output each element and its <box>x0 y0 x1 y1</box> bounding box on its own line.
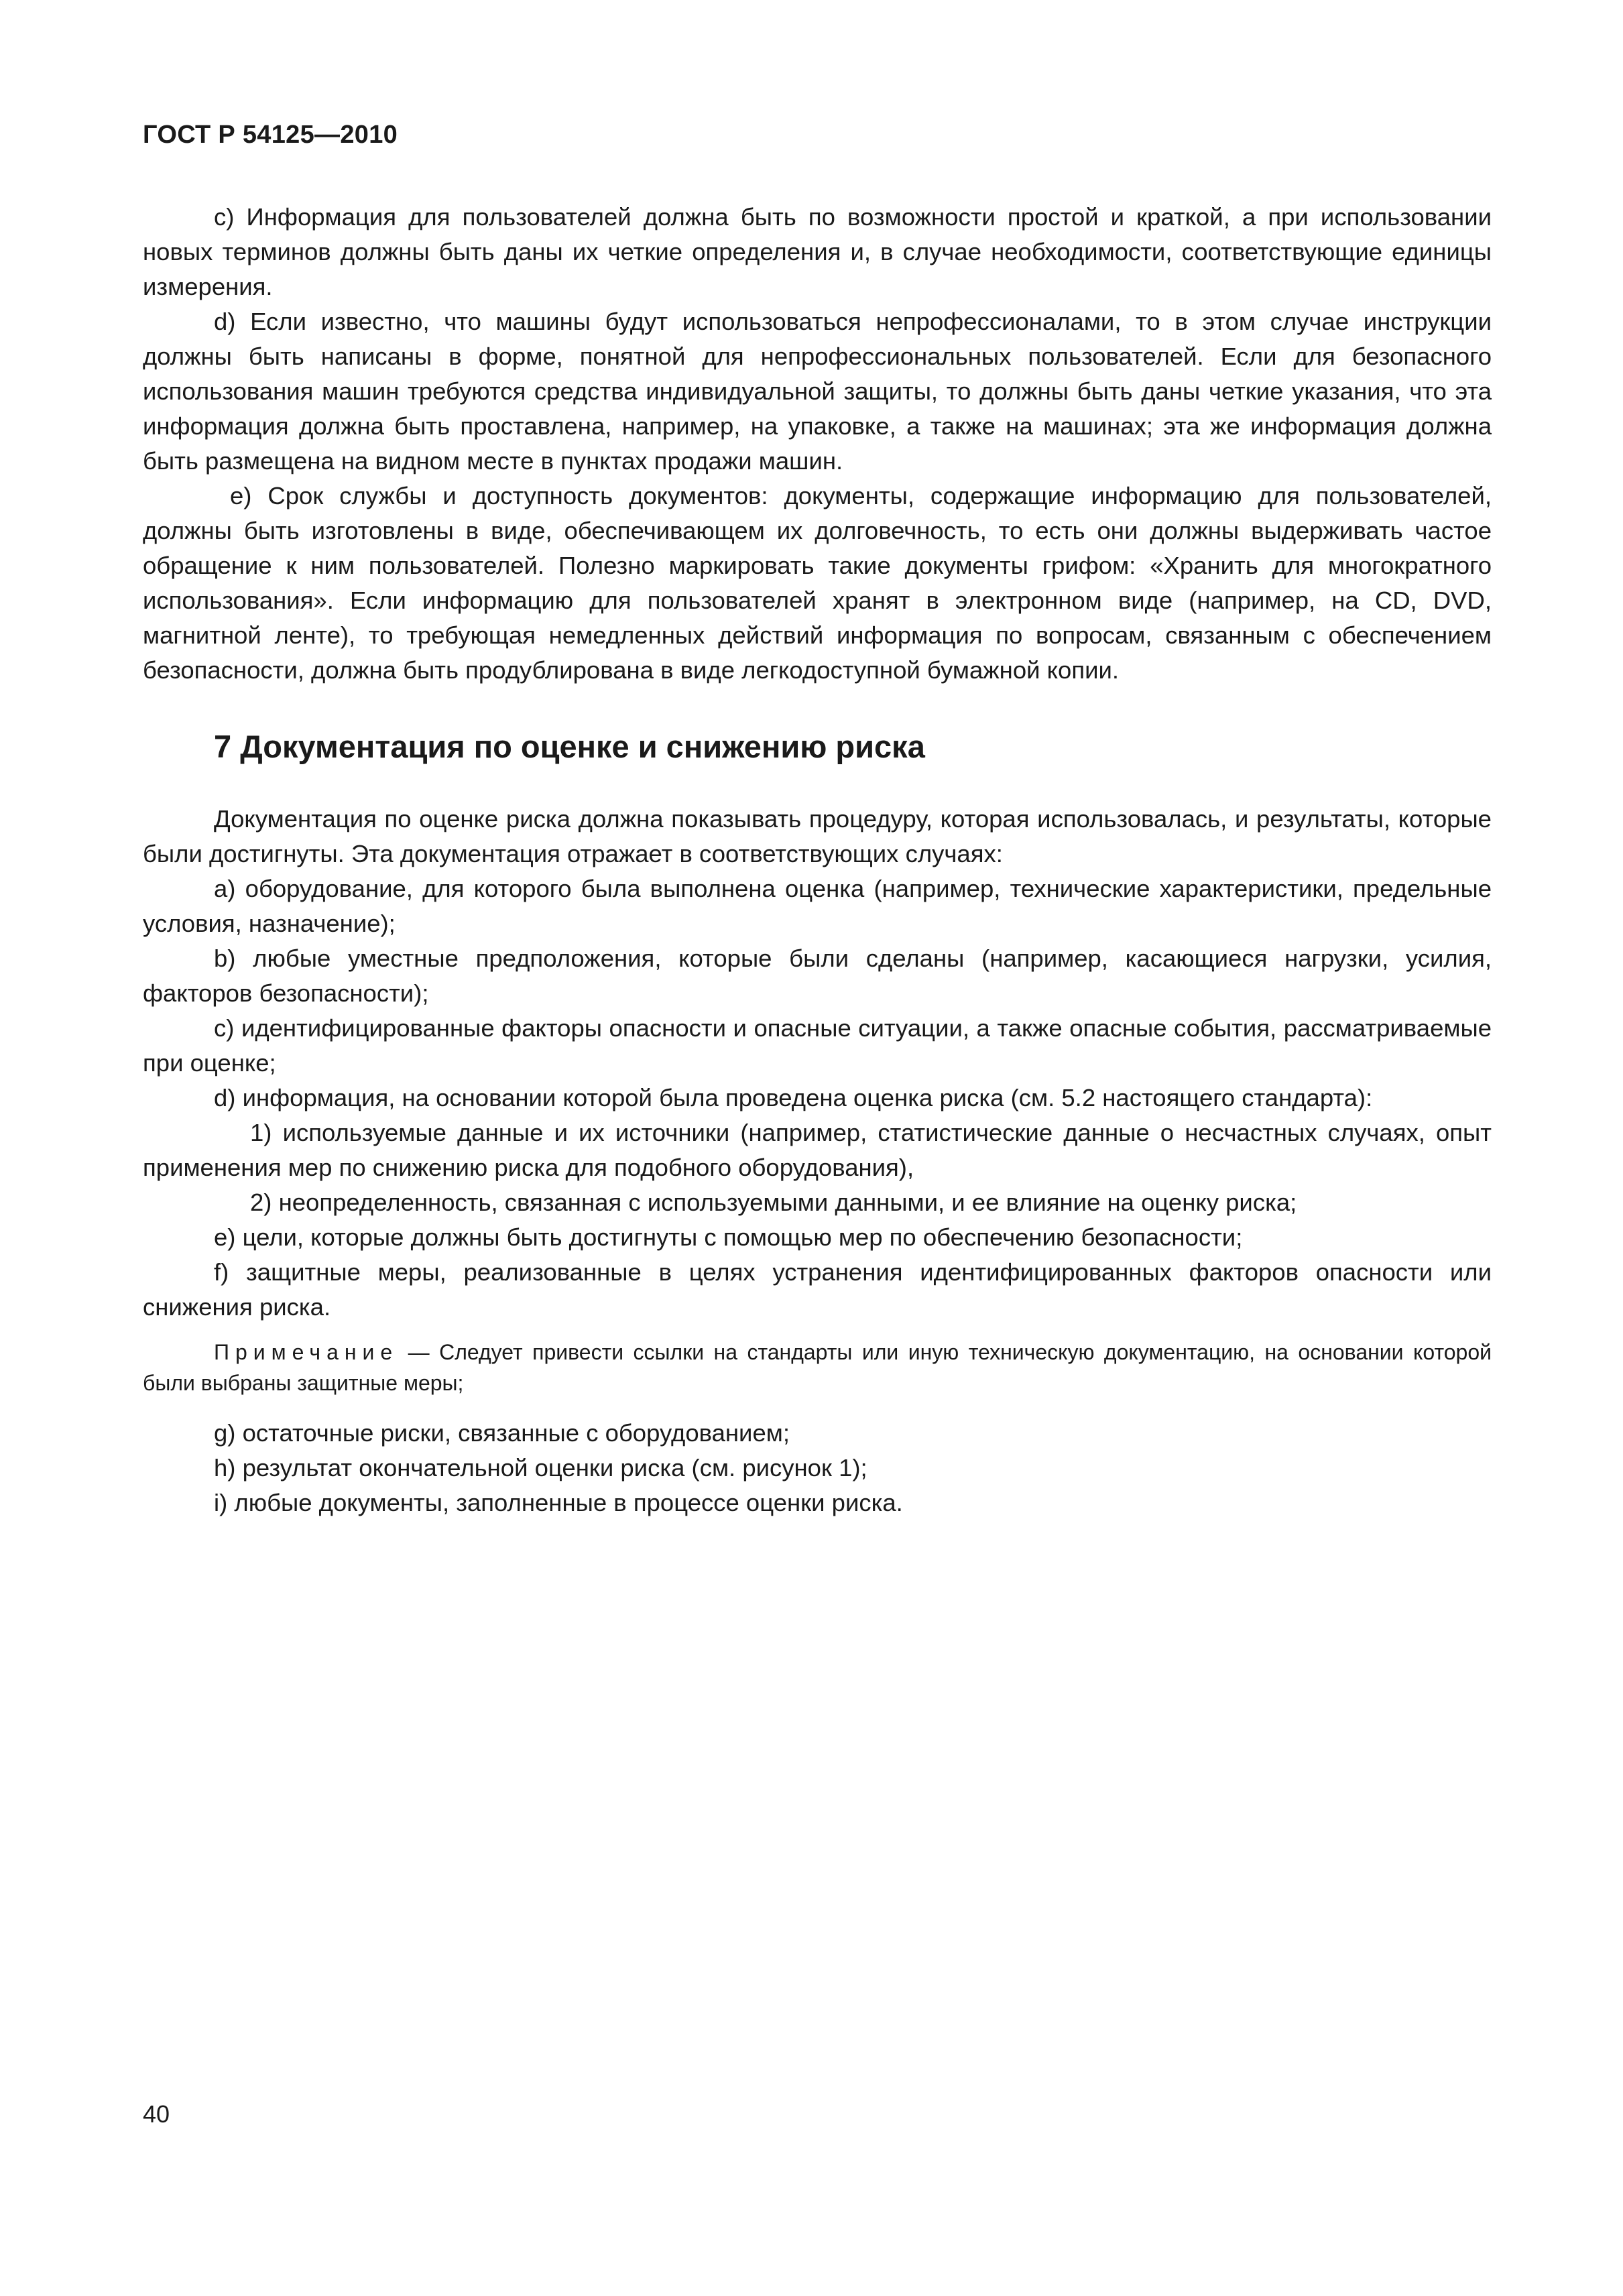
note-paragraph <box>143 1337 1492 1398</box>
section-7-intro: Документация по оценке риска должна показывать процедуру, которая использовалась, и результаты, которые были достигнуты. Эта документация отражает в соответствующих случаях: <box>143 805 1492 867</box>
list-subitem-d2: 2) неопределенность, связанная с используемыми данными, и ее влияние на оценку риска; <box>250 1189 1297 1216</box>
section-6-continuation <box>143 200 1492 688</box>
paragraph-item-d: d) Если известно, что машины будут использоваться непрофессионалами, то в этом случае инструкции должны быть написаны в форме, понятной для непрофессиональных пользователей. Если для безопасного использования машин требуются средства индивидуальной защиты, то должны быть даны четкие указания, что эта информация должна быть проставлена, например, на упаковке, а также на машинах; эта же информация должна быть размещена на видном месте в пунктах продажи машин. <box>143 308 1492 475</box>
paragraph-item-e: е) Срок службы и доступность документов: документы, содержащие информацию для пользователей, должны быть изготовлены в виде, обеспечивающем их долговечность, то есть они должны выдерживать частое обращение к ним пользователей. Полезно маркировать такие документы грифом: «Хранить для многократного использования». Если информацию для пользователей хранят в электронном виде (например, на CD, DVD, магнитной ленте), то требующая немедленных действий информация по вопросам, связанным с обеспечением безопасности, должна быть продублирована в виде легкодоступной бумажной копии. <box>143 482 1492 684</box>
paragraph-item-c: c) Информация для пользователей должна быть по возможности простой и краткой, а при использовании новых терминов должны быть даны их четкие определения и, в случае необходимости, соответствующие единицы измерения. <box>143 203 1492 300</box>
note-text: — Следует привести ссылки на стандарты или иную техническую документацию, на основании которой были выбраны защитные меры; <box>143 1340 1492 1395</box>
list-item-h: h) результат окончательной оценки риска (см. рисунок 1); <box>214 1454 867 1482</box>
list-item-i: i) любые документы, заполненные в процессе оценки риска. <box>214 1489 903 1516</box>
list-item-c: c) идентифицированные факторы опасности и опасные ситуации, а также опасные события, рассматриваемые при оценке; <box>143 1014 1492 1077</box>
page-content <box>143 200 1492 1520</box>
section-7-heading: 7 Документация по оценке и снижению риска <box>214 729 925 764</box>
note-block <box>143 1337 1492 1398</box>
page-number: 40 <box>143 2100 170 2128</box>
list-item-g: g) остаточные риски, связанные с оборудованием; <box>214 1419 790 1447</box>
list-item-b: b) любые уместные предположения, которые были сделаны (например, касающиеся нагрузки, усилия, факторов безопасности); <box>143 945 1492 1007</box>
list-item-a: а) оборудование, для которого была выполнена оценка (например, технические характеристики, предельные условия, назначение); <box>143 875 1492 937</box>
list-subitem-d1: 1) используемые данные и их источники (например, статистические данные о несчастных случаях, опыт применения мер по снижению риска для подобного оборудования), <box>143 1119 1492 1181</box>
section-7-body <box>143 802 1492 1325</box>
note-label: Примечание <box>214 1340 399 1364</box>
list-item-e: е) цели, которые должны быть достигнуты с помощью мер по обеспечению безопасности; <box>214 1223 1243 1251</box>
list-item-f: f) защитные меры, реализованные в целях устранения идентифицированных факторов опасности или снижения риска. <box>143 1258 1492 1321</box>
section-7-body-continued <box>143 1416 1492 1520</box>
list-item-d: d) информация, на основании которой была проведена оценка риска (см. 5.2 настоящего стандарта): <box>214 1084 1373 1111</box>
document-header-id: ГОСТ Р 54125—2010 <box>143 121 398 149</box>
